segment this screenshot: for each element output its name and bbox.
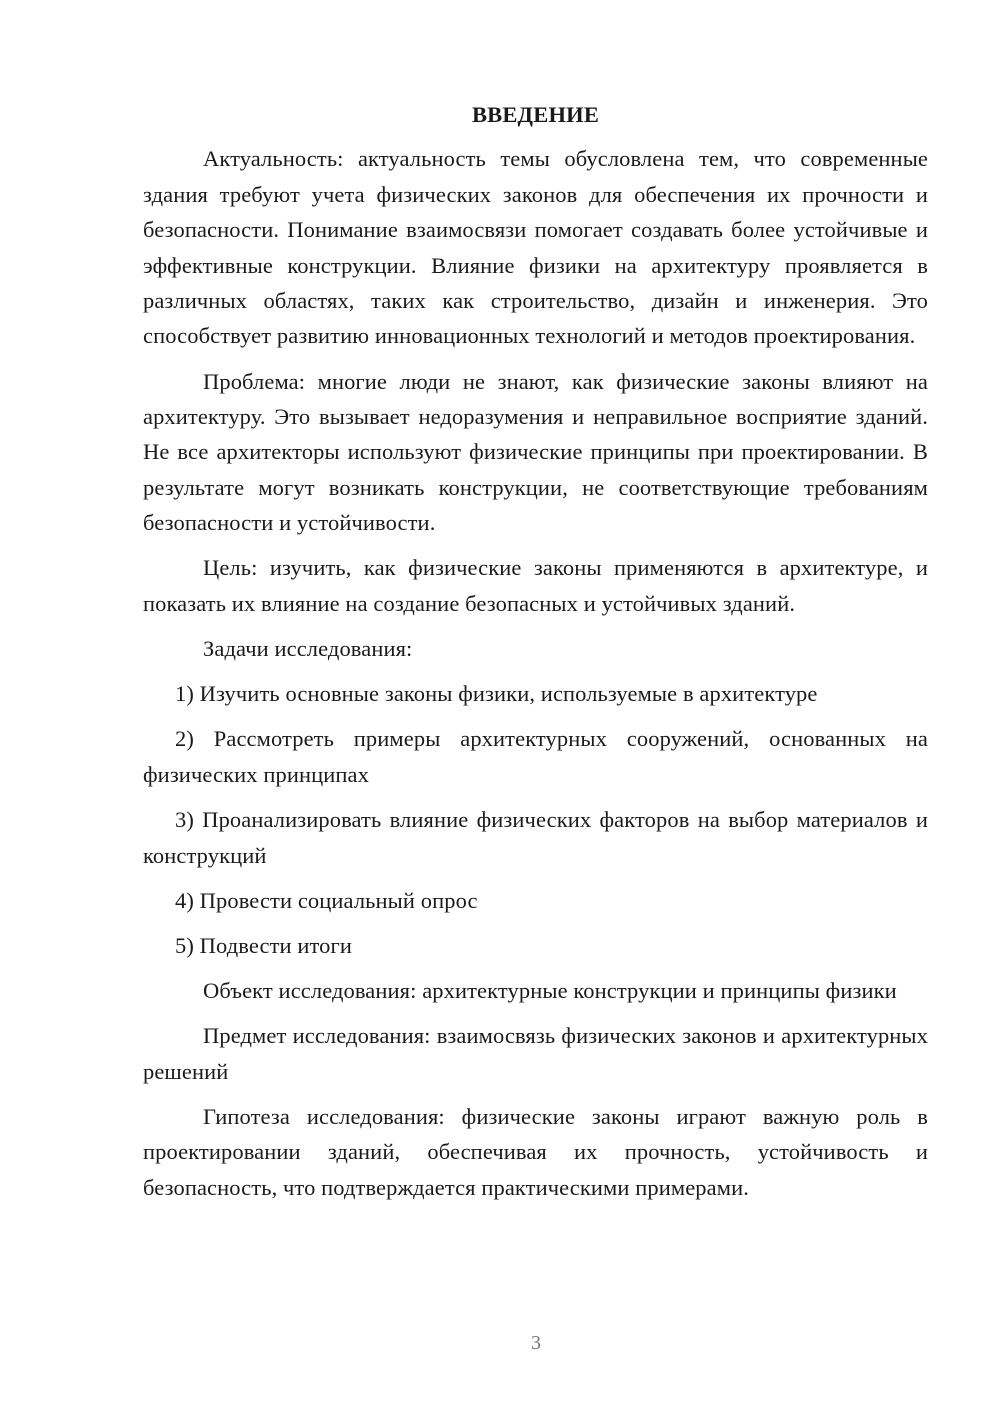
problem-paragraph: Проблема: многие люди не знают, как физические законы влияют на архитектуру. Это вызывает недоразумения и неправильное восприятие зданий. Не все архитекторы используют физические принципы при проектировании. В результате могут возникать конструкции, не соответствующие требованиям безопасности и устойчивости. bbox=[143, 368, 928, 536]
task-item: 1) Изучить основные законы физики, используемые в архитектуре bbox=[175, 681, 818, 707]
task-item: 4) Провести социальный опрос bbox=[175, 887, 478, 913]
task-item: 3) Проанализировать влияние физических факторов на выбор материалов и конструкций bbox=[143, 807, 928, 868]
hypothesis-paragraph: Гипотеза исследования: физические законы играют важную роль в проектировании зданий, обеспечивая их прочность, устойчивость и безопасность, что подтверждается практическими примерами. bbox=[143, 1103, 928, 1200]
object-paragraph: Объект исследования: архитектурные конструкции и принципы физики bbox=[203, 978, 897, 1004]
relevance-paragraph: Актуальность: актуальность темы обусловлена тем, что современные здания требуют учета физических законов для обеспечения их прочности и безопасности. Понимание взаимосвязи помогает создавать более устойчивые и эффективные конструкции. Влияние физики на архитектуру проявляется в различных областях, таких как строительство, дизайн и инженерия. Это способствует развитию инновационных технологий и методов проектирования. bbox=[143, 146, 928, 349]
task-item: 5) Подвести итоги bbox=[175, 932, 352, 958]
page-content bbox=[143, 97, 928, 1215]
page-number: 3 bbox=[531, 1332, 541, 1354]
goal-paragraph: Цель: изучить, как физические законы применяются в архитектуре, и показать их влияние на создание безопасных и устойчивых зданий. bbox=[143, 555, 928, 616]
section-heading: ВВЕДЕНИЕ bbox=[471, 102, 600, 127]
tasks-title: Задачи исследования: bbox=[203, 636, 413, 662]
task-item: 2) Рассмотреть примеры архитектурных сооружений, основанных на физических принципах bbox=[143, 726, 928, 787]
subject-paragraph: Предмет исследования: взаимосвязь физических законов и архитектурных решений bbox=[143, 1023, 928, 1084]
